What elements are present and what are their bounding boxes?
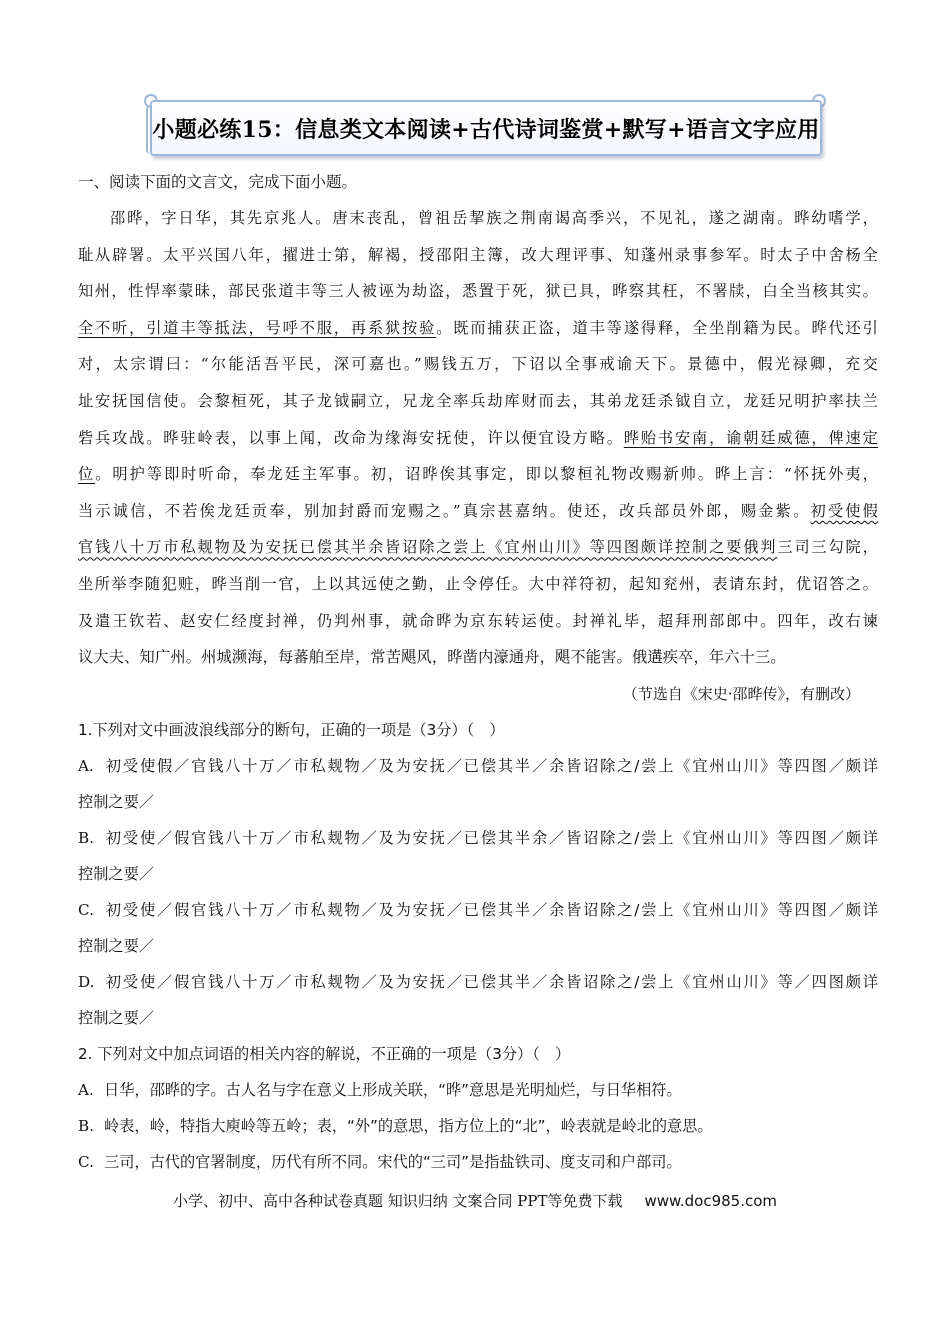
page-footer bbox=[0, 1190, 950, 1211]
question-1 bbox=[78, 712, 878, 1036]
option-text: 日华，邵晔的字。古人名与字在意义上形成关联，“晔”意思是光明灿烂，与日华相符。 bbox=[104, 1081, 682, 1099]
footer-text: 小学、初中、高中各种试卷真题 知识归纳 文案合同 PPT等免费下载 bbox=[172, 1192, 623, 1210]
option-letter: B. bbox=[78, 1117, 94, 1135]
option-letter: A. bbox=[78, 757, 94, 775]
footer-url[interactable]: www.doc985.com bbox=[644, 1192, 778, 1210]
classical-passage bbox=[78, 200, 878, 676]
passage-text: 当示诚信，不若俟龙廷贡奉，别加封爵而宠赐之。”真宗甚嘉纳。使还，改兵部员外郎，赐金紫。 bbox=[78, 501, 811, 520]
option-b[interactable] bbox=[78, 820, 878, 856]
passage-line bbox=[78, 493, 878, 530]
passage-line: 坐所举李随犯赃，晔当削一官，上以其远使之勤，止令停任。大中祥符初，起知兖州，表请东封，优诏答之。 bbox=[78, 574, 878, 593]
section-heading: 一、阅读下面的文言文，完成下面小题。 bbox=[78, 173, 358, 191]
passage-text: 三司三勾院， bbox=[777, 538, 878, 557]
wavy-underlined-text: 初受使假 bbox=[810, 501, 878, 520]
passage-line: 议大夫、知广州。州城濒海，每蕃舶至岸，常苦飓风，晔凿内濠通舟，飓不能害。俄遘疾卒，年六十三。 bbox=[78, 648, 786, 667]
option-b-continued: 控制之要／ bbox=[78, 865, 154, 883]
question-2 bbox=[78, 1036, 878, 1180]
option-text: 三司，古代的官署制度，历代有所不同。宋代的“三司”是指盐铁司、度支司和户部司。 bbox=[104, 1153, 682, 1171]
passage-line: 知州，性悍率蒙昧，部民张道丰等三人被诬为劫盗，悉置于死，狱已具，晔察其枉，不署牍，白全当核其实。 bbox=[78, 282, 878, 301]
question-stem: 2. 下列对文中加点词语的相关内容的解说，不正确的一项是（3分）（ ） bbox=[78, 1045, 571, 1063]
option-b[interactable] bbox=[78, 1108, 878, 1144]
passage-line: 邵晔，字日华，其先京兆人。唐末丧乱，曾祖岳挈族之荆南谒高季兴，不见礼，遂之湖南。晔幼嗜学， bbox=[110, 209, 878, 227]
underlined-sentence: 全不听，引道丰等抵法，号呼不服，再系狱按验 bbox=[78, 318, 437, 337]
option-d-continued: 控制之要／ bbox=[78, 1009, 154, 1027]
passage-line: 耻从辟署。太平兴国八年，擢进士第，解褐，授邵阳主簿，改大理评事、知蓬州录事参军。时太子中舍杨全 bbox=[78, 245, 878, 264]
title-banner bbox=[146, 96, 824, 160]
option-text: 初受使／假官钱八十万／市私觌物／及为安抚／已偿其半／余皆诏除之/尝上《宜州山川》等／四图颇详 bbox=[104, 973, 878, 991]
option-c[interactable] bbox=[78, 892, 878, 928]
option-letter: A. bbox=[78, 1081, 94, 1099]
passage-line: 及遣王钦若、赵安仁经度封禅，仍判州事，就命晔为京东转运使。封禅礼毕，超拜刑部郎中。四年，改右谏 bbox=[78, 611, 878, 630]
option-c-continued: 控制之要／ bbox=[78, 937, 154, 955]
underlined-sentence: 晔贻书安南，谕朝廷威德，俾速定 bbox=[623, 428, 878, 447]
option-letter: C. bbox=[78, 901, 94, 919]
option-text: 岭表，岭，特指大庾岭等五岭；表，“外”的意思，指方位上的“北”，岭表就是岭北的意思。 bbox=[104, 1117, 713, 1135]
passage-line bbox=[78, 310, 878, 347]
passage-line bbox=[78, 420, 878, 457]
passage-text: 。既而捕获正盗，道丰等遂得释，全坐削籍为民。晔代还引 bbox=[436, 318, 879, 337]
option-d[interactable] bbox=[78, 964, 878, 1000]
option-a[interactable] bbox=[78, 1072, 878, 1108]
passage-line: 对，太宗谓曰：“尔能活吾平民，深可嘉也。”赐钱五万，下诏以全事戒谕天下。景德中，假光禄卿，充交 bbox=[78, 355, 878, 374]
option-text: 初受使／假官钱八十万／市私觌物／及为安抚／已偿其半／余皆诏除之/尝上《宜州山川》等四图／颇详 bbox=[104, 901, 878, 919]
page-title: 小题必练15：信息类文本阅读+古代诗词鉴赏+默写+语言文字应用 bbox=[152, 116, 820, 143]
option-letter: C. bbox=[78, 1153, 94, 1171]
wavy-underlined-text: 官钱八十万市私觌物及为安抚已偿其半余皆诏除之尝上《宜州山川》等四图颇详控制之要俄判 bbox=[78, 538, 778, 557]
option-letter: D. bbox=[78, 973, 95, 991]
question-stem: 1.下列对文中画波浪线部分的断句，正确的一项是（3分）（ ） bbox=[78, 721, 505, 739]
option-text: 初受使／假官钱八十万／市私觌物／及为安抚／已偿其半余／皆诏除之/尝上《宜州山川》等四图／颇详 bbox=[104, 829, 878, 847]
option-text: 初受使假／官钱八十万／市私觌物／及为安抚／已偿其半／余皆诏除之/尝上《宜州山川》等四图／颇详 bbox=[104, 757, 878, 775]
title-box bbox=[150, 100, 822, 156]
underlined-sentence: 位 bbox=[78, 465, 96, 484]
option-a[interactable] bbox=[78, 748, 878, 784]
passage-text: 。明护等即时听命，奉龙廷主军事。初，诏晔俟其事定，即以黎桓礼物改赐新帅。晔上言：“怀抚外夷， bbox=[95, 465, 878, 484]
option-a-continued: 控制之要／ bbox=[78, 793, 154, 811]
source-citation: （节选自《宋史·邵晔传》，有删改） bbox=[622, 685, 860, 703]
passage-text: 砦兵攻战。晔驻岭表，以事上闻，改命为缘海安抚使，许以便宜设方略。 bbox=[78, 428, 624, 447]
option-c[interactable] bbox=[78, 1144, 878, 1180]
passage-line bbox=[78, 529, 878, 566]
passage-line: 址安抚国信使。会黎桓死，其子龙钺嗣立，兄龙全率兵劫库财而去，其弟龙廷杀钺自立，龙廷兄明护率扶兰 bbox=[78, 391, 878, 410]
option-letter: B. bbox=[78, 829, 94, 847]
passage-line bbox=[78, 456, 878, 493]
